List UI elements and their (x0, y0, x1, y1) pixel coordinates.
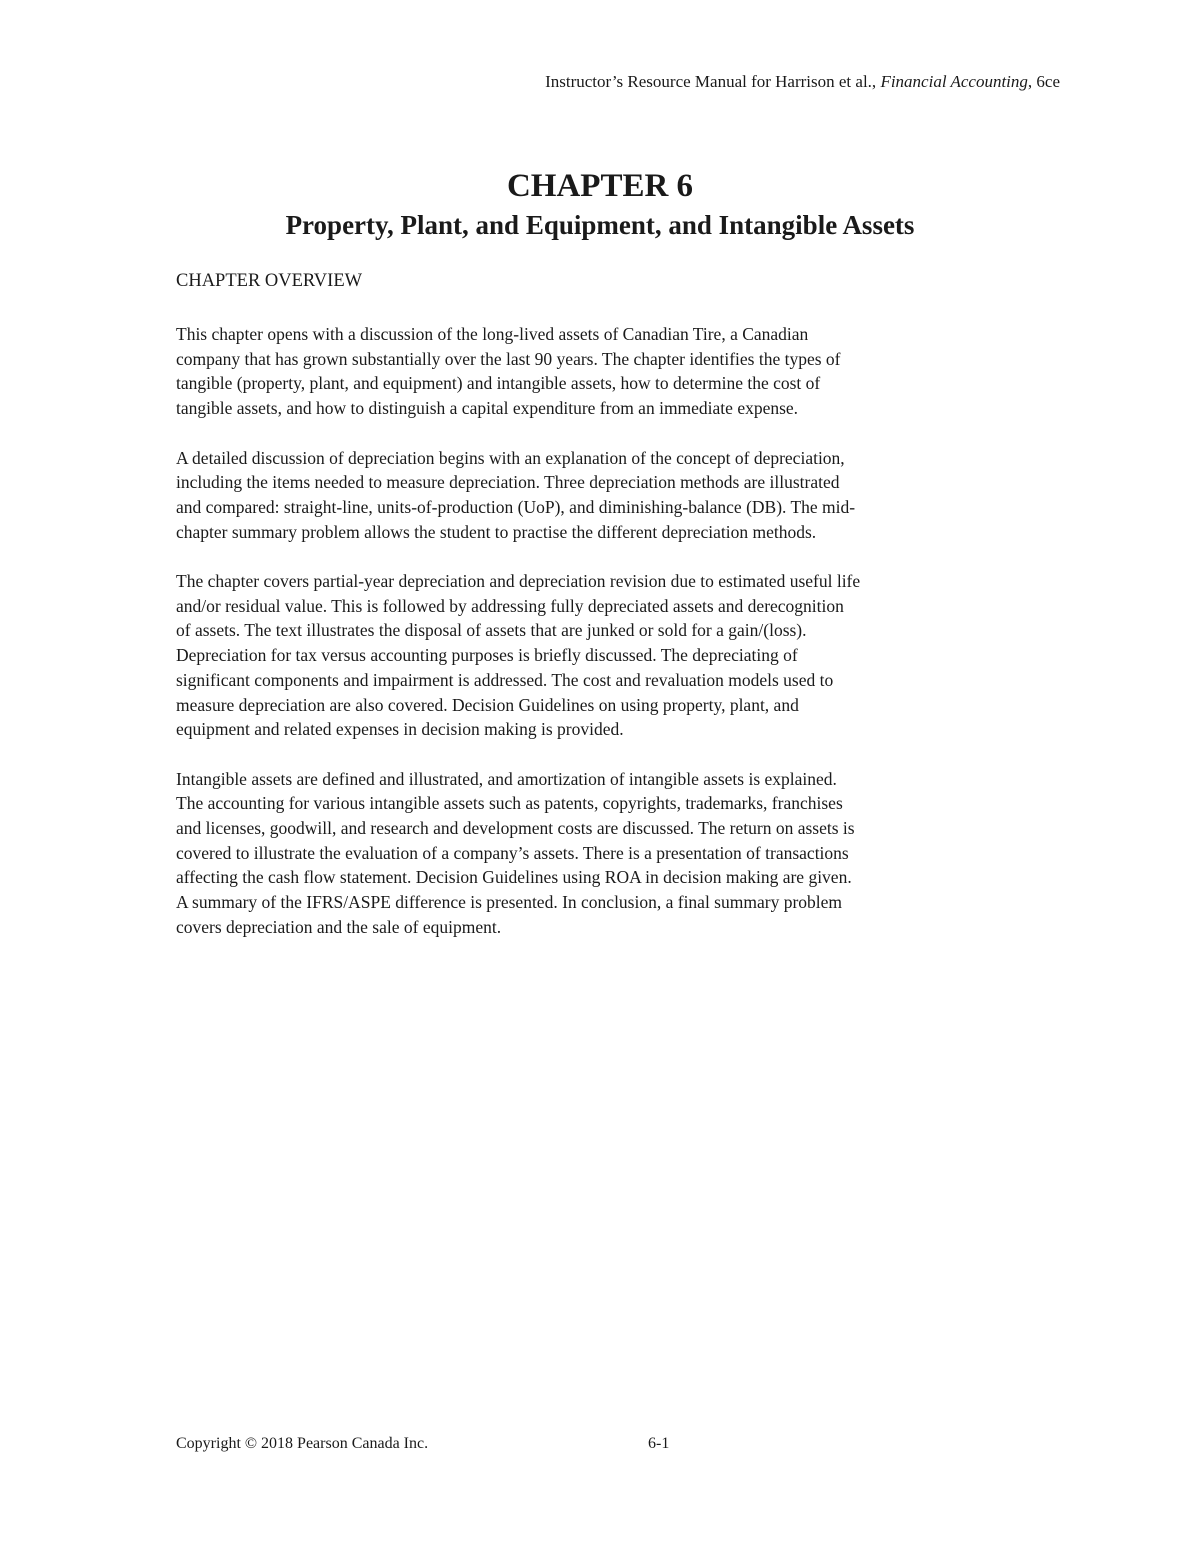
paragraph-line: The accounting for various intangible assets such as patents, copyrights, trademarks, franchises (176, 793, 843, 814)
footer-copyright: Copyright © 2018 Pearson Canada Inc. (176, 1435, 429, 1452)
paragraph-line: The chapter covers partial-year depreciation and depreciation revision due to estimated useful life (176, 571, 861, 591)
paragraph-line: tangible (property, plant, and equipment) and intangible assets, how to determine the cost of (176, 373, 821, 394)
paragraph-line: A summary of the IFRS/ASPE difference is presented. In conclusion, a final summary problem (176, 892, 843, 913)
paragraph-line: and licenses, goodwill, and research and development costs are discussed. The return on assets is (176, 818, 855, 839)
paragraph-line: of assets. The text illustrates the disposal of assets that are junked or sold for a gain/(loss). (176, 620, 807, 641)
running-header (545, 72, 1060, 92)
paragraph-3 (176, 569, 1036, 742)
section-heading: CHAPTER OVERVIEW (176, 271, 363, 291)
overview-body (176, 322, 1036, 964)
paragraph-line: measure depreciation are also covered. Decision Guidelines on using property, plant, and (176, 694, 799, 715)
paragraph-line: including the items needed to measure depreciation. Three depreciation methods are illustrated (176, 472, 840, 493)
paragraph-1 (176, 322, 1036, 421)
paragraph-line: A detailed discussion of depreciation begins with an explanation of the concept of depreciation, (176, 447, 845, 468)
paragraph-line: affecting the cash flow statement. Decision Guidelines using ROA in decision making are given. (176, 867, 852, 888)
paragraph-line: company that has grown substantially over the last 90 years. The chapter identifies the types of (176, 348, 841, 369)
running-header-prefix: Instructor’s Resource Manual for Harrison et al., (545, 72, 881, 91)
running-header-book-title: Financial Accounting (880, 72, 1028, 91)
paragraph-line: equipment and related expenses in decision making is provided. (176, 719, 624, 740)
paragraph-line: covers depreciation and the sale of equipment. (176, 916, 502, 937)
running-header-suffix: , 6ce (1027, 72, 1060, 91)
paragraph-line: and/or residual value. This is followed by addressing fully depreciated assets and derecognition (176, 595, 844, 616)
chapter-title: Property, Plant, and Equipment, and Intangible Assets (285, 210, 915, 240)
paragraph-line: chapter summary problem allows the student to practise the different depreciation methods. (176, 521, 817, 542)
paragraph-4 (176, 767, 1036, 940)
paragraph-line: Intangible assets are defined and illustrated, and amortization of intangible assets is explained. (176, 768, 837, 789)
paragraph-line: and compared: straight-line, units-of-production (UoP), and diminishing-balance (DB). The mid- (176, 496, 856, 517)
chapter-number: CHAPTER 6 (506, 168, 694, 204)
paragraph-line: This chapter opens with a discussion of the long-lived assets of Canadian Tire, a Canadian (176, 324, 809, 344)
paragraph-line: significant components and impairment is addressed. The cost and revaluation models used to (176, 669, 834, 690)
page-number: 6-1 (648, 1435, 670, 1452)
paragraph-line: covered to illustrate the evaluation of a company’s assets. There is a presentation of transactions (176, 842, 849, 863)
paragraph-2 (176, 446, 1036, 545)
paragraph-line: Depreciation for tax versus accounting purposes is briefly discussed. The depreciating of (176, 645, 798, 666)
paragraph-line: tangible assets, and how to distinguish a capital expenditure from an immediate expense. (176, 398, 799, 419)
